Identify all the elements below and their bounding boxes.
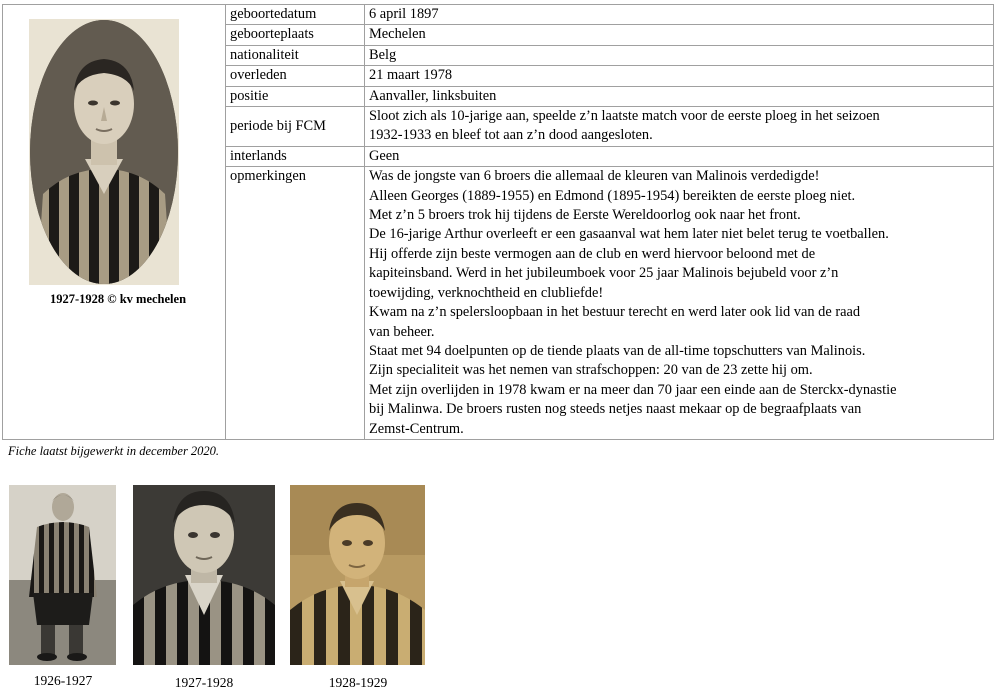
value-cell: Aanvaller, linksbuiten	[365, 86, 994, 106]
label-cell: geboortedatum	[226, 5, 365, 25]
value-cell	[365, 167, 994, 440]
season-photo-1927	[133, 485, 275, 665]
label-cell: interlands	[226, 146, 365, 166]
text-line: Staat met 94 doelpunten op de tiende plaats van de all-time topschutters van Malinois.	[369, 342, 866, 359]
update-note: Fiche laatst bijgewerkt in december 2020.	[8, 444, 220, 458]
text-line: kapiteinsband. Werd in het jubileumboek voor 25 jaar Malinois bejubeld voor z’n	[369, 265, 839, 282]
label-cell: periode bij FCM	[226, 107, 365, 147]
label-cell: positie	[226, 86, 365, 106]
info-row-geboortedatum	[3, 5, 994, 25]
player-info-table	[2, 4, 994, 440]
value-cell: Belg	[365, 45, 994, 65]
photo-cell	[3, 5, 226, 440]
label-cell: opmerkingen	[226, 167, 365, 440]
season-caption-1926: 1926-1927	[33, 673, 93, 688]
value-cell	[365, 107, 994, 147]
text-line: Alleen Georges (1889-1955) en Edmond (1895-1954) bereikten de eerste ploeg niet.	[369, 187, 856, 204]
season-caption-1928: 1928-1929	[328, 675, 388, 690]
text-line: Sloot zich als 10-jarige aan, speelde z’n laatste match voor de eerste ploeg in het seizoen	[369, 108, 880, 125]
label-cell: geboorteplaats	[226, 25, 365, 45]
value-cell: Geen	[365, 146, 994, 166]
label-cell: nationaliteit	[226, 45, 365, 65]
label-cell: overleden	[226, 66, 365, 86]
text-line: 1932-1933 en bleef tot aan z’n dood aangesloten.	[369, 127, 653, 144]
season-photo-1928	[290, 485, 425, 665]
value-cell: Mechelen	[365, 25, 994, 45]
season-caption-1927: 1927-1928	[174, 675, 234, 690]
season-photo-1926	[9, 485, 116, 665]
text-line: Met zijn overlijden in 1978 kwam er na meer dan 70 jaar een einde aan de Sterckx-dynastie	[369, 381, 897, 398]
text-line: Met z’n 5 broers trok hij tijdens de Eerste Wereldoorlog ook naar het front.	[369, 207, 801, 224]
text-line: bij Malinwa. De broers rusten nog steeds netjes naast mekaar op de begraafplaats van	[369, 401, 862, 418]
value-cell: 6 april 1897	[365, 5, 994, 25]
value-cell: 21 maart 1978	[365, 66, 994, 86]
text-line: Kwam na z’n spelersloopbaan in het bestuur terecht en werd later ook lid van de raad	[369, 304, 861, 321]
text-line: toewijding, verknochtheid en clubliefde!	[369, 284, 604, 301]
text-line: Hij offerde zijn beste vermogen aan de club en werd hiervoor beloond met de	[369, 245, 816, 262]
text-line: van beheer.	[369, 323, 435, 340]
text-line: Was de jongste van 6 broers die allemaal de kleuren van Malinois verdedigde!	[369, 168, 820, 185]
text-line: Zemst-Centrum.	[369, 420, 464, 437]
text-line: Zijn specialiteit was het nemen van strafschoppen: 20 van de 23 zette hij om.	[369, 362, 813, 379]
text-line: De 16-jarige Arthur overleeft er een gasaanval wat hem later niet belet terug te voetballen.	[369, 226, 889, 243]
player-portrait	[29, 19, 179, 285]
photo-caption: 1927-1928 © kv mechelen	[49, 292, 187, 306]
